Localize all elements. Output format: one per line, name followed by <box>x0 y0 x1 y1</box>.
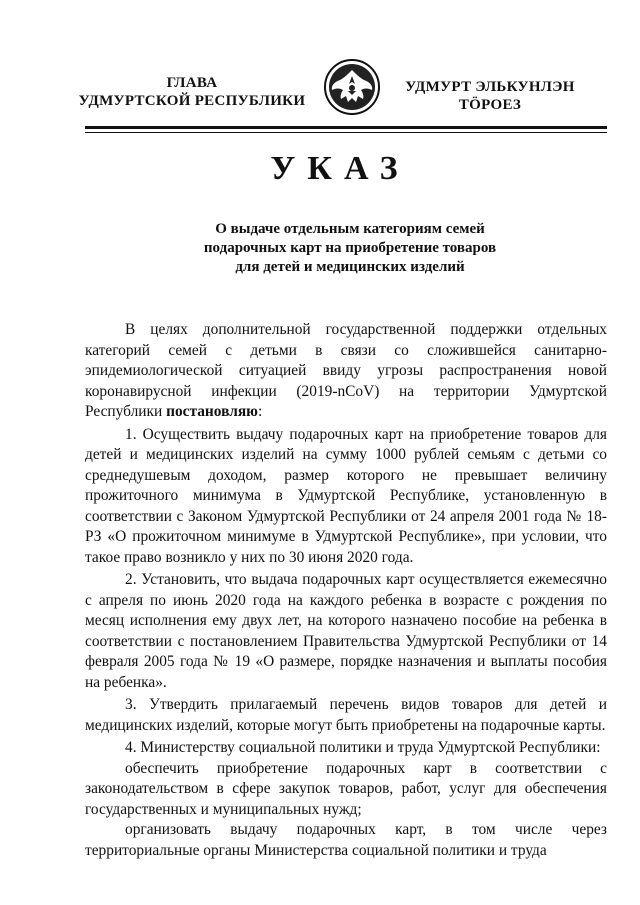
document-title: УКАЗ <box>270 150 410 187</box>
header-rule-thick <box>85 126 607 129</box>
subject-line2: подарочных карт на приобретение товаров <box>203 240 497 256</box>
subject-line3: для детей и медицинских изделий <box>235 259 465 275</box>
header-left <box>72 74 312 110</box>
decree-body <box>85 320 607 861</box>
udmurt-coat-of-arms-icon <box>322 58 382 116</box>
header-right <box>380 78 600 114</box>
preamble-paragraph <box>85 320 607 423</box>
subject-line1: О выдаче отдельным категориям семей <box>215 221 485 237</box>
item-4-subitem-ensure: обеспечить приобретение подарочных карт в соответствии с законодательством в сфере закупок товаров, работ, услуг для обеспечения государственных и муниципальных нужд; <box>85 759 607 818</box>
item-4-subitem-organize: организовать выдачу подарочных карт, в том числе через территориальные органы Министерства социальной политики и труда <box>85 821 607 859</box>
item-1: 1. Осуществить выдачу подарочных карт на приобретение товаров для детей и медицинских изделий на сумму 1000 рублей семьям с детьми со среднедушевым доходом, размер которого не превышает величину прожиточного минимума в Удмуртской Республике, установленную в соответствии с Законом Удмуртской Республики от 24 апреля 2001 года № 18-РЗ «О прожиточном минимуме в Удмуртской Республике», при условии, что такое право возникло у них по 30 июня 2020 года. <box>85 425 607 566</box>
item-3: 3. Утвердить прилагаемый перечень видов товаров для детей и медицинских изделий, которые могут быть приобретены на подарочные карты. <box>85 696 607 734</box>
header-left-line2: УДМУРТСКОЙ РЕСПУБЛИКИ <box>78 93 306 109</box>
item-4: 4. Министерству социальной политики и труда Удмуртской Республики: <box>125 739 601 756</box>
header-right-line1: УДМУРТ ЭЛЬКУНЛЭН <box>405 79 575 95</box>
decree-colon: : <box>257 403 263 420</box>
header-right-line2: ТӦРОЕЗ <box>458 97 522 113</box>
decree-word: постановляю <box>166 403 258 420</box>
decree-subject <box>160 220 540 277</box>
preamble-text: В целях дополнительной государственной поддержки отдельных категорий семей с детьми в связи со сложившейся санитарно-эпидемиологической ситуацией ввиду угрозы распространения новой коронавирусной инфекции (2019-nCoV) на территории Удмуртской Республики <box>85 321 607 420</box>
header-rule-thin <box>85 132 607 133</box>
header-left-line1: ГЛАВА <box>166 75 218 91</box>
item-2: 2. Установить, что выдача подарочных карт осуществляется ежемесячно с апреля по июнь 2020 года на каждого ребенка в возрасте с рождения по месяц исполнения ему двух лет, на которого назначено пособие на ребенка в соответствии с постановлением Правительства Удмуртской Республики от 14 февраля 2005 года № 19 «О размере, порядке назначения и выплаты пособия на ребенка». <box>85 571 607 691</box>
